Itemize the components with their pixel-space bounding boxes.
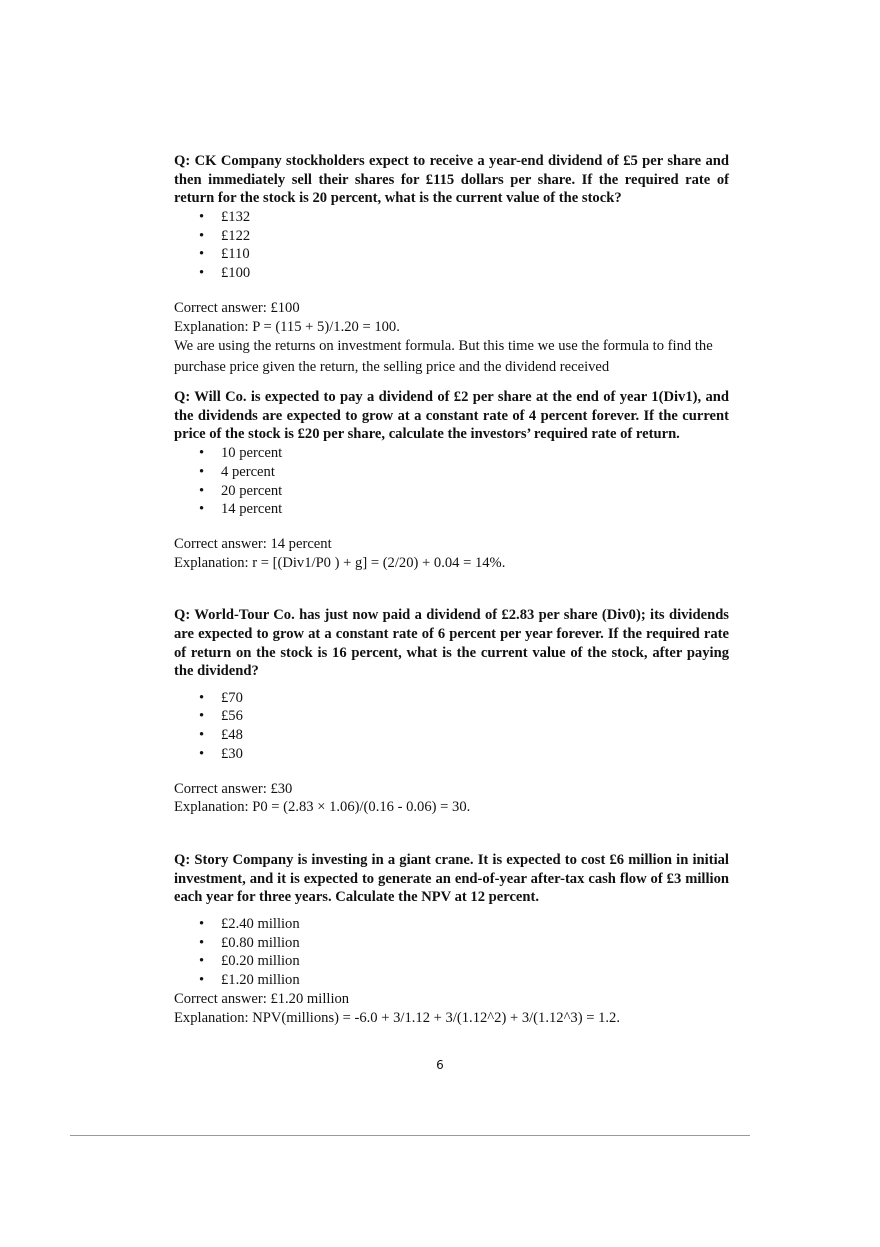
options-list xyxy=(174,208,729,283)
bullet-icon: • xyxy=(199,482,205,499)
options-list xyxy=(174,689,729,764)
bullet-icon: • xyxy=(199,227,205,244)
option-item xyxy=(174,934,729,953)
bullet-icon: • xyxy=(199,746,205,763)
question-text: Q: Will Co. is expected to pay a dividend of £2 per share at the end of year 1(Div1), and the dividends are expected to grow at a constant rate of 4 percent forever. If the current price of the stock is £20 per share, calculate the investors’ required rate of return. xyxy=(174,389,729,443)
option-text: £0.20 million xyxy=(221,953,300,970)
bullet-icon: • xyxy=(199,708,205,725)
option-text: £48 xyxy=(221,727,243,744)
option-text: £56 xyxy=(221,708,243,725)
explanation: Explanation: P0 = (2.83 × 1.06)/(0.16 - 0.06) = 30. xyxy=(174,799,471,816)
bullet-icon: • xyxy=(199,689,205,706)
footer-divider xyxy=(70,1135,750,1136)
bullet-icon: • xyxy=(199,501,205,518)
option-item xyxy=(174,264,729,283)
option-item xyxy=(174,444,729,463)
correct-answer: Correct answer: £30 xyxy=(174,780,293,797)
option-item xyxy=(174,915,729,934)
page-content xyxy=(174,152,729,1027)
bullet-icon: • xyxy=(199,444,205,461)
option-item xyxy=(174,482,729,501)
option-text: 10 percent xyxy=(221,444,283,461)
question-text: Q: CK Company stockholders expect to receive a year-end dividend of £5 per share and then immediately sell their shares for £115 dollars per share. If the required rate of return for the stock is 20 percent, what is the current value of the stock? xyxy=(174,153,729,207)
question-text: Q: Story Company is investing in a giant crane. It is expected to cost £6 million in initial investment, and it is expected to generate an end-of-year after-tax cash flow of £3 million each year for three years. Calculate the NPV at 12 percent. xyxy=(174,852,729,906)
correct-answer: Correct answer: £100 xyxy=(174,299,300,316)
page-number: 6 xyxy=(436,1058,444,1072)
explanation: Explanation: P = (115 + 5)/1.20 = 100. xyxy=(174,318,400,335)
options-list xyxy=(174,444,729,519)
question-text: Q: World-Tour Co. has just now paid a dividend of £2.83 per share (Div0); its dividends are expected to grow at a constant rate of 6 percent per year forever. If the required rate of return on the stock is 16 percent, what is the current value of the stock, after paying the dividend? xyxy=(174,607,729,680)
question-block-3 xyxy=(174,606,729,817)
options-list xyxy=(174,915,729,990)
bullet-icon: • xyxy=(199,246,205,263)
option-text: £132 xyxy=(221,208,251,225)
question-block-2 xyxy=(174,388,729,572)
option-item xyxy=(174,745,729,764)
option-item xyxy=(174,726,729,745)
option-item xyxy=(174,245,729,264)
option-item xyxy=(174,952,729,971)
question-block-1 xyxy=(174,152,729,378)
option-text: £1.20 million xyxy=(221,972,300,989)
bullet-icon: • xyxy=(199,208,205,225)
option-text: £30 xyxy=(221,746,243,763)
option-item xyxy=(174,208,729,227)
option-text: £70 xyxy=(221,689,243,706)
option-item xyxy=(174,227,729,246)
correct-answer: Correct answer: 14 percent xyxy=(174,536,332,553)
bullet-icon: • xyxy=(199,463,205,480)
option-text: £100 xyxy=(221,265,251,282)
option-item xyxy=(174,500,729,519)
option-text: £122 xyxy=(221,227,251,244)
option-item xyxy=(174,971,729,990)
option-item xyxy=(174,689,729,708)
question-block-4 xyxy=(174,851,729,1027)
correct-answer: Correct answer: £1.20 million xyxy=(174,991,350,1008)
option-text: 4 percent xyxy=(221,463,275,480)
option-item xyxy=(174,707,729,726)
explanation-note: We are using the returns on investment formula. But this time we use the formula to find the purchase price given the return, the selling price and the dividend received xyxy=(174,338,713,376)
bullet-icon: • xyxy=(199,934,205,951)
option-item xyxy=(174,463,729,482)
bullet-icon: • xyxy=(199,972,205,989)
bullet-icon: • xyxy=(199,915,205,932)
option-text: 14 percent xyxy=(221,501,283,518)
option-text: 20 percent xyxy=(221,482,283,499)
option-text: £110 xyxy=(221,246,250,263)
bullet-icon: • xyxy=(199,265,205,282)
bullet-icon: • xyxy=(199,727,205,744)
option-text: £2.40 million xyxy=(221,915,300,932)
explanation: Explanation: r = [(Div1/P0 ) + g] = (2/20) + 0.04 = 14%. xyxy=(174,554,506,571)
bullet-icon: • xyxy=(199,953,205,970)
explanation: Explanation: NPV(millions) = -6.0 + 3/1.12 + 3/(1.12^2) + 3/(1.12^3) = 1.2. xyxy=(174,1009,621,1026)
option-text: £0.80 million xyxy=(221,934,300,951)
